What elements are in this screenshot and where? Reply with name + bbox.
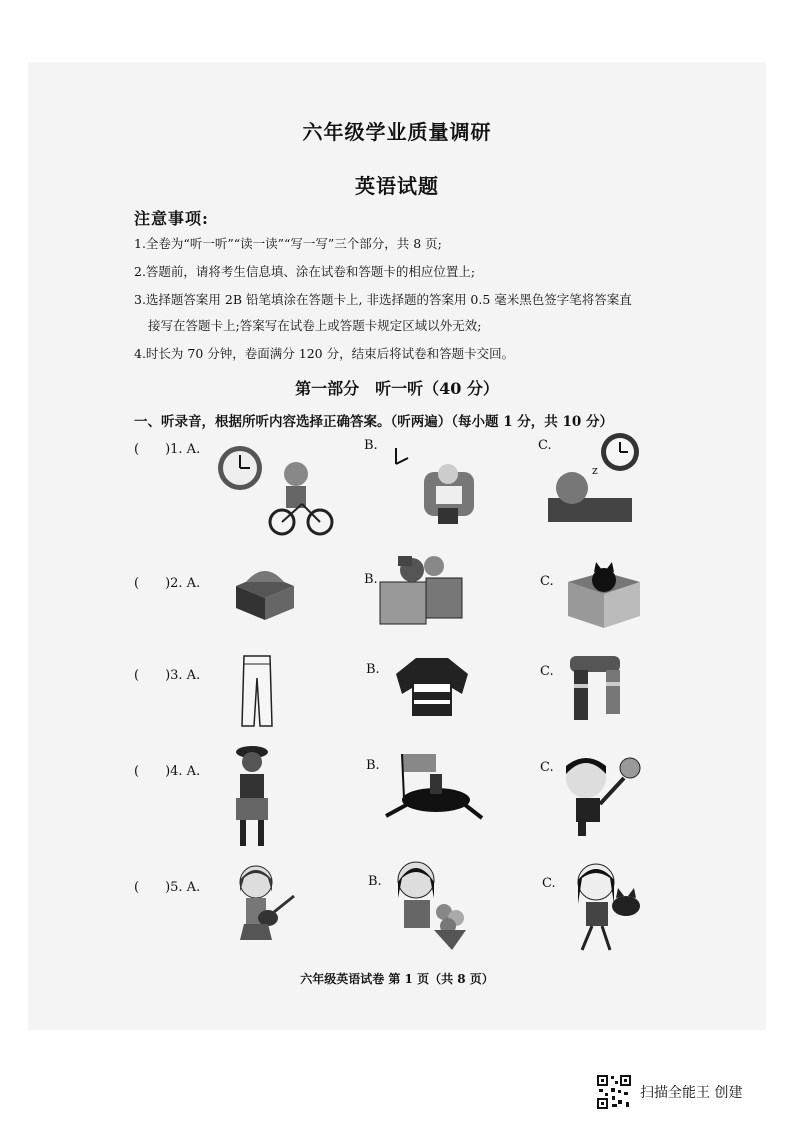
page-footer: 六年级英语试卷 第 1 页（共 8 页）: [300, 972, 494, 986]
exam-subtitle: 英语试题: [355, 174, 439, 198]
closed-box-icon: [232, 562, 298, 622]
qr-code-icon: [596, 1074, 632, 1110]
svg-text:z: z: [592, 464, 598, 477]
note-1: 1.全卷为“听一听”“读一读”“写一写”三个部分，共 8 页;: [134, 236, 442, 251]
question-3-option-c: C.: [540, 664, 554, 679]
note-3-continued: 接写在答题卡上;答案写在试卷上或答题卡规定区域以外无效;: [148, 318, 482, 333]
clock-sleeping-child-icon: [544, 432, 648, 526]
trousers-icon: [240, 654, 274, 728]
question-4-option-b: B.: [366, 758, 380, 773]
exam-title: 六年级学业质量调研: [302, 120, 492, 144]
clock-boy-bicycle-icon: [214, 444, 338, 538]
note-4: 4.时长为 70 分钟，卷面满分 120 分，结束后将试卷和答题卡交回。: [134, 346, 515, 361]
note-2: 2.答题前，请将考生信息填、涂在试卷和答题卡的相应位置上;: [134, 264, 476, 279]
question-3-number: ( )3. A.: [134, 668, 201, 683]
question-3-option-b: B.: [366, 662, 380, 677]
question-2-option-b: B.: [364, 572, 378, 587]
man-in-kilt-icon: [222, 744, 284, 848]
scanner-watermark: 扫描全能王 创建: [640, 1085, 743, 1101]
sweater-icon: [392, 654, 472, 718]
open-box-toys-icon: [372, 548, 468, 630]
question-5-option-c: C.: [542, 876, 556, 891]
question-1-option-c: C.: [538, 438, 552, 453]
question-4-number: ( )4. A.: [134, 764, 201, 779]
question-1-option-b: B.: [364, 438, 378, 453]
question-5-number: ( )5. A.: [134, 880, 201, 895]
question-2-option-c: C.: [540, 574, 554, 589]
girl-with-guitar-icon: [228, 862, 300, 946]
question-4-option-c: C.: [540, 760, 554, 775]
question-2-number: ( )2. A.: [134, 576, 201, 591]
part-heading: 第一部分 听一听（40 分）: [295, 379, 499, 398]
clock-hands-reading-man-icon: [388, 444, 478, 528]
section-heading: 一、听录音，根据所听内容选择正确答案。（听两遍）（每小题 1 分，共 10 分）: [134, 414, 613, 430]
question-1-number: ( )1. A.: [134, 442, 201, 457]
horse-rider-flag-icon: [378, 748, 486, 826]
note-3: 3.选择题答案用 2B 铅笔填涂在答题卡上, 非选择题的答案用 0.5 毫米黑色签字笔将答案直: [134, 292, 632, 307]
boy-with-ball-icon: [560, 756, 644, 838]
scarf-icon: [564, 652, 636, 724]
box-with-cat-icon: [562, 562, 646, 632]
girl-with-cat-icon: [566, 860, 652, 956]
question-5-option-b: B.: [368, 874, 382, 889]
girl-with-flowers-icon: [390, 858, 476, 954]
notice-heading: 注意事项:: [134, 209, 209, 228]
